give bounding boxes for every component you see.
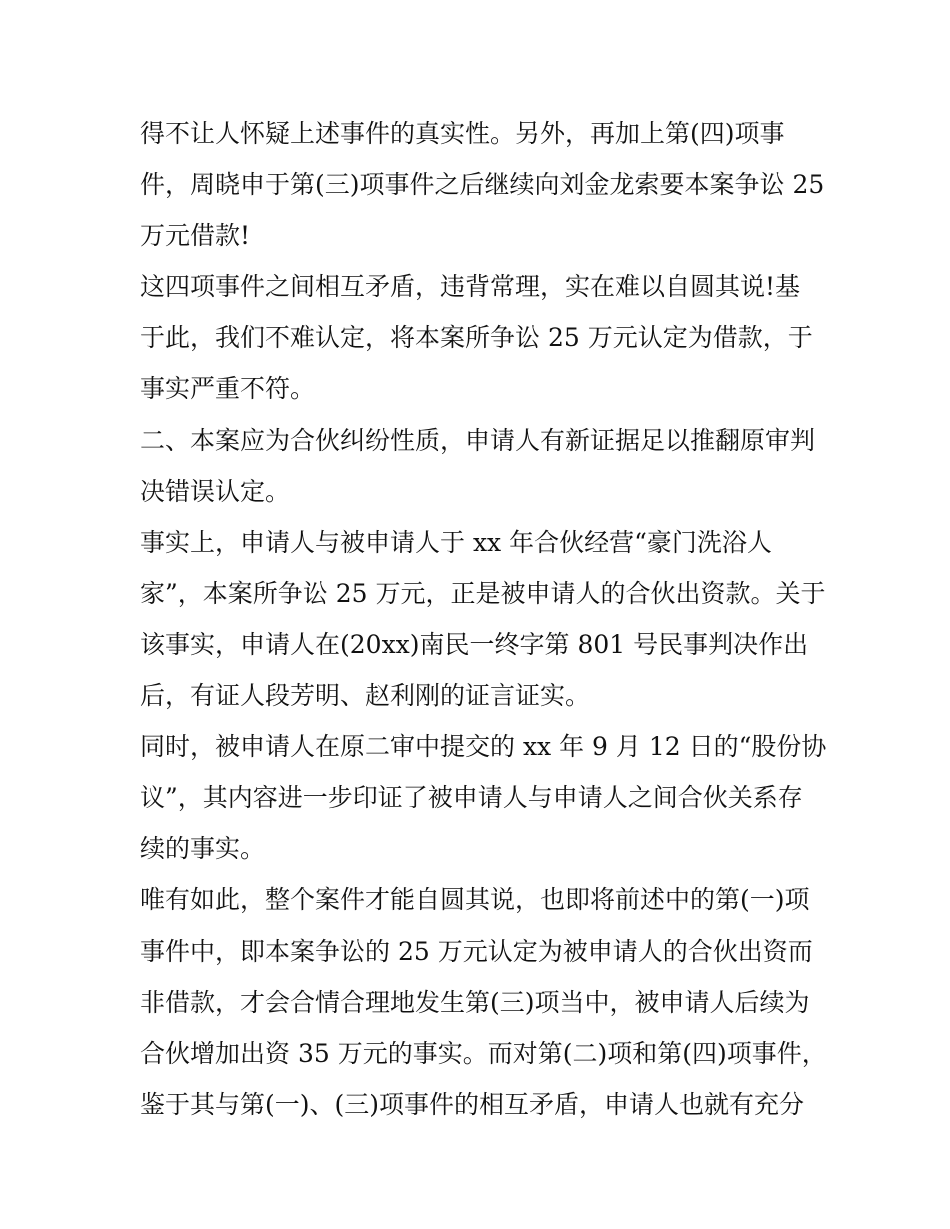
text-line: 后，有证人段芳明、赵利刚的证言证实。 [140,681,591,711]
document-body [140,108,827,1130]
text-line: 续的事实。 [140,834,266,864]
text-line: 决错误认定。 [140,476,291,506]
text-line: 同时，被申请人在原二审中提交的 xx 年 9 月 12 日的“股份协 [140,732,827,762]
text-line: 于此，我们不难认定，将本案所争讼 25 万元认定为借款，于 [140,323,813,353]
text-line: 万元借款! [140,221,251,251]
text-line: 唯有如此，整个案件才能自圆其说，也即将前述中的第(一)项 [140,885,810,915]
text-line: 事实严重不符。 [140,374,316,404]
text-line: 家”，本案所争讼 25 万元，正是被申请人的合伙出资款。关于 [140,578,826,608]
text-line: 事件中，即本案争讼的 25 万元认定为被申请人的合伙出资而 [140,936,813,966]
text-line: 二、本案应为合伙纠纷性质，申请人有新证据足以推翻原审判 [140,425,816,455]
text-line: 议”，其内容进一步印证了被申请人与申请人之间合伙关系存 [140,783,803,813]
text-line: 非借款，才会合情合理地发生第(三)项当中，被申请人后续为 [140,987,810,1017]
text-line: 合伙增加出资 35 万元的事实。而对第(二)项和第(四)项事件， [140,1038,827,1068]
text-line: 件，周晓申于第(三)项事件之后继续向刘金龙索要本案争讼 25 [140,170,825,200]
text-line: 得不让人怀疑上述事件的真实性。另外，再加上第(四)项事 [140,119,785,148]
text-line: 该事实，申请人在(20xx)南民一终字第 801 号民事判决作出 [140,629,809,659]
text-line: 事实上，申请人与被申请人于 xx 年合伙经营“豪门洗浴人 [140,527,772,557]
text-line: 鉴于其与第(一)、(三)项事件的相互矛盾，申请人也就有充分 [140,1089,805,1119]
text-line: 这四项事件之间相互矛盾，违背常理，实在难以自圆其说!基 [140,272,801,302]
